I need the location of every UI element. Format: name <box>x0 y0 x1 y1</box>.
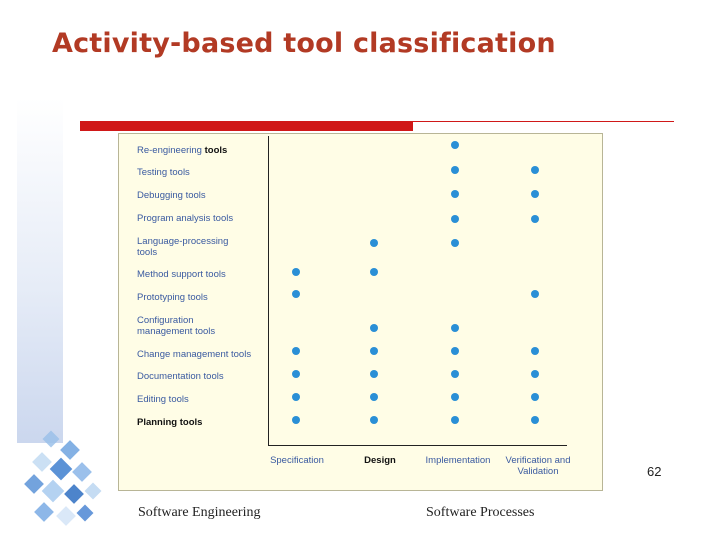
matrix-dot <box>451 239 459 247</box>
decorative-mosaic <box>15 425 115 535</box>
matrix-dot <box>370 416 378 424</box>
row-label-prototyping: Prototyping tools <box>137 292 208 303</box>
row-label-configuration: Configuration management tools <box>137 315 216 337</box>
matrix-dot <box>531 370 539 378</box>
matrix-dot <box>451 190 459 198</box>
matrix-dot <box>531 393 539 401</box>
col-label-specification: Specification <box>270 455 324 466</box>
matrix-dot <box>531 416 539 424</box>
row-label-program-analysis: Program analysis tools <box>137 213 234 224</box>
col-label-verification: Verification and Validation <box>505 455 571 477</box>
matrix-dot <box>451 416 459 424</box>
matrix-dot <box>292 416 300 424</box>
matrix-dot <box>292 393 300 401</box>
row-label-documentation: Documentation tools <box>137 371 224 382</box>
matrix-dot <box>370 370 378 378</box>
row-label-method-support: Method support tools <box>137 269 226 280</box>
slide-title: Activity-based tool classification <box>52 28 556 59</box>
row-label-reengineering: Re-engineering tools <box>137 145 228 156</box>
decorative-strip <box>17 98 63 443</box>
matrix-dot <box>370 268 378 276</box>
matrix-dot <box>531 347 539 355</box>
matrix-dot <box>451 141 459 149</box>
matrix-dot <box>531 166 539 174</box>
matrix-dot <box>531 190 539 198</box>
matrix-dot <box>292 347 300 355</box>
row-label-language-processing: Language-processing tools <box>137 236 229 258</box>
matrix-dot <box>292 290 300 298</box>
chart-panel <box>118 133 603 491</box>
col-label-design: Design <box>364 455 396 466</box>
matrix-dot <box>531 215 539 223</box>
row-label-change-management: Change management tools <box>137 349 252 360</box>
row-label-planning: Planning tools <box>137 417 203 428</box>
matrix-dot <box>370 324 378 332</box>
accent-line <box>413 121 674 122</box>
matrix-dot <box>531 290 539 298</box>
matrix-dot <box>292 370 300 378</box>
y-axis-line <box>268 136 269 446</box>
matrix-dot <box>292 268 300 276</box>
matrix-dot <box>370 393 378 401</box>
matrix-dot <box>451 347 459 355</box>
row-label-debugging: Debugging tools <box>137 190 206 201</box>
accent-bar <box>80 121 413 131</box>
footer-right: Software Processes <box>426 505 535 520</box>
footer-left: Software Engineering <box>138 505 261 520</box>
matrix-dot <box>451 393 459 401</box>
matrix-dot <box>451 324 459 332</box>
page-number: 62 <box>647 464 662 479</box>
x-axis-line <box>268 445 567 446</box>
matrix-dot <box>451 166 459 174</box>
matrix-dot <box>451 215 459 223</box>
matrix-dot <box>370 239 378 247</box>
matrix-dot <box>370 347 378 355</box>
row-label-editing: Editing tools <box>137 394 189 405</box>
matrix-dot <box>451 370 459 378</box>
col-label-implementation: Implementation <box>425 455 491 466</box>
row-label-testing: Testing tools <box>137 167 190 178</box>
